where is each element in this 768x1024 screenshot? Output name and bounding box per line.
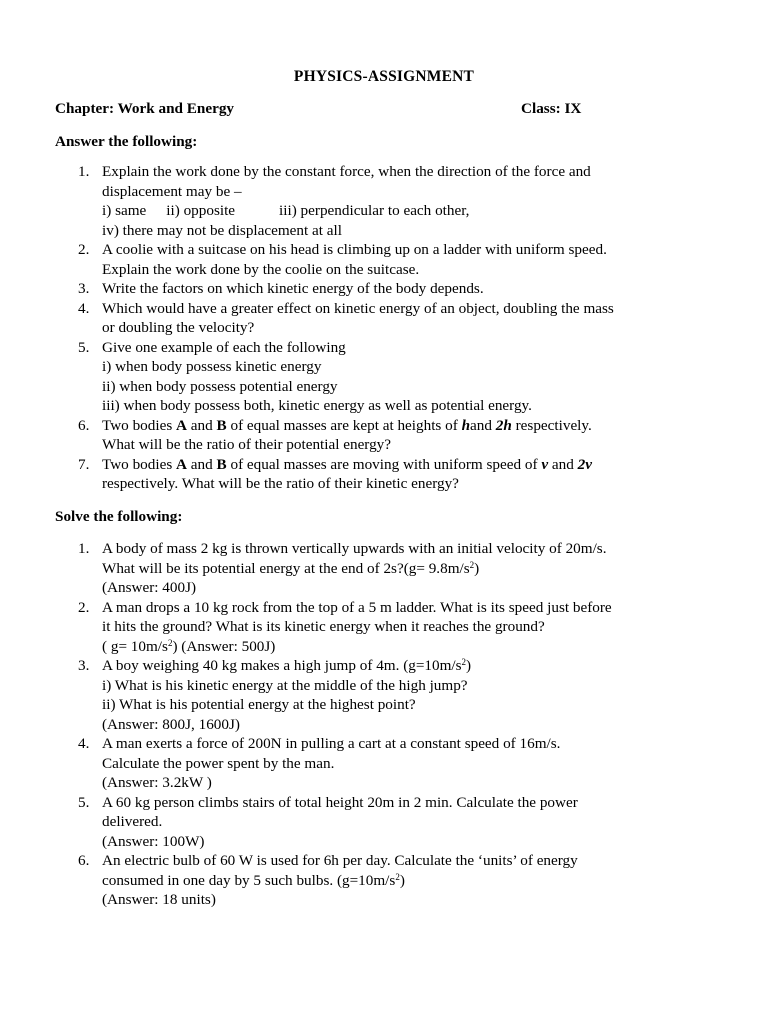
problem-text: An electric bulb of 60 W is used for 6h per day. Calculate the ‘units’ of energy [102, 852, 578, 869]
problem-number: 1. [78, 540, 90, 557]
question-text: Which would have a greater effect on kinetic energy of an object, doubling the mass [102, 299, 614, 317]
problem-text: it hits the ground? What is its kinetic energy when it reaches the ground? [102, 618, 545, 635]
question-text [102, 455, 718, 475]
problem-number: 2. [78, 598, 90, 616]
text-run: ( g= 10m/s [102, 637, 168, 655]
question-number: 3. [78, 280, 90, 297]
sub-question: i) What is his kinetic energy at the middle of the high jump? [102, 676, 468, 694]
chapter-label: Chapter: Work and Energy [55, 100, 235, 117]
question-text: Write the factors on which kinetic energy of the body depends. [102, 280, 484, 297]
text-run: and [187, 416, 217, 434]
question-number: 1. [78, 163, 90, 180]
body-b-label: B [216, 455, 227, 473]
problem-text: delivered. [102, 813, 163, 830]
sub-question: ii) when body possess potential energy [102, 377, 338, 395]
text-run: respectively. [511, 416, 592, 434]
question-text: Explain the work done by the constant force, when the direction of the force and [102, 163, 591, 180]
question-6 [78, 416, 718, 455]
answer-text [102, 637, 718, 657]
question-text: displacement may be – [102, 182, 242, 200]
answer-text: (Answer: 18 units) [102, 891, 216, 908]
question-number: 4. [78, 299, 90, 317]
question-number: 7. [78, 455, 90, 473]
problem-number: 6. [78, 852, 90, 869]
problem-number: 4. [78, 735, 90, 752]
sub-question: i) when body possess kinetic energy [102, 358, 322, 375]
text-run: consumed in one day by 5 such bulbs. (g=10m/s [102, 871, 396, 889]
question-4 [78, 299, 718, 338]
sub-question: iii) when body possess both, kinetic energy as well as potential energy. [102, 397, 532, 414]
problem-1 [78, 539, 718, 598]
text-run: and [548, 455, 578, 473]
question-number: 6. [78, 416, 90, 434]
text-run: and [187, 455, 217, 473]
option-same: i) same [102, 202, 147, 219]
problem-number: 5. [78, 793, 90, 811]
text-run: and [470, 416, 496, 434]
question-text: Explain the work done by the coolie on the suitcase. [102, 260, 420, 278]
question-text [102, 416, 718, 436]
problem-4 [78, 734, 718, 793]
option-no-displacement: iv) there may not be displacement at all [102, 221, 342, 239]
question-text: or doubling the velocity? [102, 319, 255, 336]
text-run: of equal masses are moving with uniform speed of [226, 455, 542, 473]
section-heading-answer: Answer the following: [55, 133, 198, 150]
answer-text: (Answer: 100W) [102, 832, 205, 850]
problem-5 [78, 793, 718, 852]
question-5 [78, 338, 718, 416]
text-run: A boy weighing 40 kg makes a high jump of 4m. (g=10m/s [102, 657, 462, 674]
problem-number: 3. [78, 657, 90, 674]
problem-text: A man drops a 10 kg rock from the top of a 5 m ladder. What is its speed just before [102, 598, 612, 616]
speed-2v: 2v [577, 455, 592, 473]
option-perpendicular: iii) perpendicular to each other, [279, 202, 470, 219]
text-run: What will be its potential energy at the end of 2s?(g= 9.8m/s [102, 559, 470, 577]
text-run: ) [474, 559, 480, 577]
question-text: What will be the ratio of their potential energy? [102, 436, 392, 453]
solve-problems-list [78, 539, 718, 910]
question-number: 2. [78, 241, 90, 258]
question-text: A coolie with a suitcase on his head is climbing up on a ladder with uniform speed. [102, 241, 607, 258]
sub-question: ii) What is his potential energy at the highest point? [102, 696, 416, 713]
problem-text: A 60 kg person climbs stairs of total height 20m in 2 min. Calculate the power [102, 793, 578, 811]
body-b-label: B [216, 416, 227, 434]
superscript: 2 [469, 559, 475, 570]
problem-6 [78, 851, 718, 910]
question-text: Give one example of each the following [102, 338, 346, 356]
text-run: ) [466, 657, 472, 674]
section-heading-solve: Solve the following: [55, 508, 183, 525]
question-1 [78, 162, 718, 240]
page-title: PHYSICS-ASSIGNMENT [293, 68, 475, 85]
problem-text: Calculate the power spent by the man. [102, 754, 335, 772]
problem-text: A man exerts a force of 200N in pulling a cart at a constant speed of 16m/s. [102, 735, 561, 752]
superscript: 2 [167, 637, 173, 648]
problem-2 [78, 598, 718, 657]
answer-text: (Answer: 800J, 1600J) [102, 715, 240, 733]
text-run: Two bodies [102, 416, 177, 434]
body-a-label: A [176, 455, 187, 473]
question-7 [78, 455, 718, 494]
problem-3 [78, 656, 718, 734]
text-run: of equal masses are kept at heights of [226, 416, 462, 434]
text-run: ) [399, 871, 405, 889]
height-2h: 2h [495, 416, 512, 434]
class-label: Class: IX [521, 100, 582, 117]
question-3 [78, 279, 718, 299]
body-a-label: A [176, 416, 187, 434]
problem-text: A body of mass 2 kg is thrown vertically upwards with an initial velocity of 20m/s. [102, 540, 607, 557]
options-line [102, 201, 718, 221]
problem-text [102, 871, 718, 891]
text-run: ) (Answer: 500J) [172, 637, 276, 655]
answer-text: (Answer: 3.2kW ) [102, 774, 212, 791]
height-h: h [461, 416, 471, 434]
problem-text [102, 656, 718, 676]
answer-questions-list [78, 162, 718, 494]
text-run: Two bodies [102, 455, 177, 473]
superscript: 2 [461, 657, 467, 667]
option-opposite: ii) opposite [166, 202, 236, 219]
question-number: 5. [78, 338, 90, 356]
answer-text: (Answer: 400J) [102, 579, 197, 596]
question-text: respectively. What will be the ratio of their kinetic energy? [102, 475, 459, 492]
problem-text [102, 559, 718, 579]
speed-v: v [541, 455, 549, 473]
superscript: 2 [395, 871, 400, 882]
question-2 [78, 240, 718, 279]
